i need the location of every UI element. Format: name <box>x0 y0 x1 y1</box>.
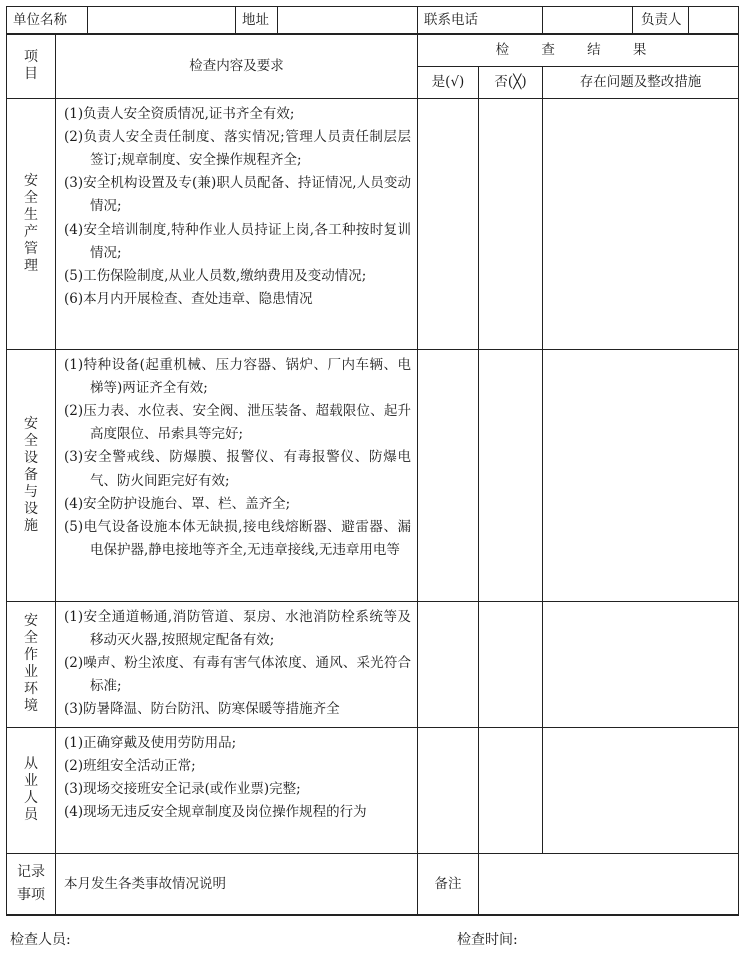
section-row-personnel <box>7 727 739 853</box>
requirement-item: (3)现场交接班安全记录(或作业票)完整; <box>64 780 301 797</box>
phone-label: 联系电话 <box>418 7 543 35</box>
requirement-item: (4)安全防护设施台、罩、栏、盖齐全; <box>64 495 291 512</box>
record-content[interactable]: 本月发生各类事故情况说明 <box>56 853 418 915</box>
inspection-table <box>6 6 739 916</box>
no-cell[interactable] <box>479 601 543 727</box>
requirement-item: (1)安全通道畅通,消防管道、泵房、水池消防栓系统等及移动灭火器,按照规定配备有效; <box>64 608 411 648</box>
column-header-row-1 <box>7 34 739 66</box>
section-row-production-management <box>7 98 739 349</box>
inspector-label: 检查人员: <box>10 932 71 948</box>
phone-value[interactable] <box>543 7 633 35</box>
issues-cell[interactable] <box>543 727 739 853</box>
section-requirements <box>56 349 418 601</box>
section-title: 安 全 生 产 管 理 <box>7 98 56 349</box>
inspection-time-label: 检查时间: <box>457 932 518 948</box>
yes-cell[interactable] <box>418 98 479 349</box>
requirement-item: (2)班组安全活动正常; <box>64 757 196 774</box>
section-row-work-environment <box>7 601 739 727</box>
result-column-header: 检 查 结 果 <box>418 34 739 66</box>
requirement-item: (3)防暑降温、防台防汛、防寒保暖等措施齐全 <box>64 701 340 718</box>
section-requirements <box>56 601 418 727</box>
requirement-item: (2)负责人安全责任制度、落实情况;管理人员责任制层层签订;规章制度、安全操作规程齐全; <box>64 128 411 168</box>
requirement-item: (1)负责人安全资质情况,证书齐全有效; <box>64 105 295 122</box>
yes-cell[interactable] <box>418 349 479 601</box>
no-cell[interactable] <box>479 98 543 349</box>
requirement-item: (3)安全机构设置及专(兼)职人员配备、持证情况,人员变动情况; <box>64 175 411 215</box>
requirement-item: (1)正确穿戴及使用劳防用品; <box>64 734 237 751</box>
requirement-item: (4)现场无违反安全规章制度及岗位操作规程的行为 <box>64 804 367 821</box>
address-label: 地址 <box>236 7 278 35</box>
section-title: 从 业 人 员 <box>7 727 56 853</box>
requirement-item: (5)工伤保险制度,从业人员数,缴纳费用及变动情况; <box>64 267 367 284</box>
record-label: 记录 事项 <box>7 853 56 915</box>
unit-name-value[interactable] <box>88 7 236 35</box>
requirement-item: (1)特种设备(起重机械、压力容器、锅炉、厂内车辆、电梯等)两证齐全有效; <box>64 356 411 396</box>
manager-label: 负责人 <box>641 7 689 33</box>
item-column-header: 项 目 <box>7 34 56 98</box>
section-requirements <box>56 98 418 349</box>
record-row <box>7 853 739 915</box>
inspection-form <box>6 6 738 916</box>
issues-cell[interactable] <box>543 349 739 601</box>
section-title: 安 全 设 备 与 设 施 <box>7 349 56 601</box>
requirement-item: (2)压力表、水位表、安全阀、泄压装备、超载限位、起升高度限位、吊索具等完好; <box>64 402 411 443</box>
content-column-header: 检查内容及要求 <box>56 34 418 98</box>
yes-cell[interactable] <box>418 727 479 853</box>
no-column-header: 否(╳) <box>479 66 543 98</box>
issues-cell[interactable] <box>543 98 739 349</box>
address-value[interactable] <box>278 7 418 35</box>
issues-column-header: 存在问题及整改措施 <box>543 66 739 98</box>
requirement-item: (5)电气设备设施本体无缺损,接电线熔断器、避雷器、漏电保护器,静电接地等齐全,无违章接线,无违章用电等 <box>64 518 411 559</box>
header-row <box>7 7 739 35</box>
requirement-item: (3)安全警戒线、防爆膜、报警仪、有毒报警仪、防爆电气、防火间距完好有效; <box>64 449 411 489</box>
section-requirements <box>56 727 418 853</box>
requirement-item: (6)本月内开展检查、查处违章、隐患情况 <box>64 291 313 308</box>
manager-cell[interactable] <box>633 7 739 35</box>
no-cell[interactable] <box>479 349 543 601</box>
section-row-equipment-facilities <box>7 349 739 601</box>
issues-cell[interactable] <box>543 601 739 727</box>
yes-column-header: 是(√) <box>418 66 479 98</box>
section-title: 安 全 作 业 环 境 <box>7 601 56 727</box>
unit-name-label: 单位名称 <box>7 7 88 35</box>
no-cell[interactable] <box>479 727 543 853</box>
requirement-item: (2)噪声、粉尘浓度、有毒有害气体浓度、通风、采光符合标准; <box>64 654 411 695</box>
remarks-value[interactable] <box>479 853 739 915</box>
remarks-label: 备注 <box>418 853 479 915</box>
requirement-item: (4)安全培训制度,特种作业人员持证上岗,各工种按时复训情况; <box>64 221 411 261</box>
yes-cell[interactable] <box>418 601 479 727</box>
